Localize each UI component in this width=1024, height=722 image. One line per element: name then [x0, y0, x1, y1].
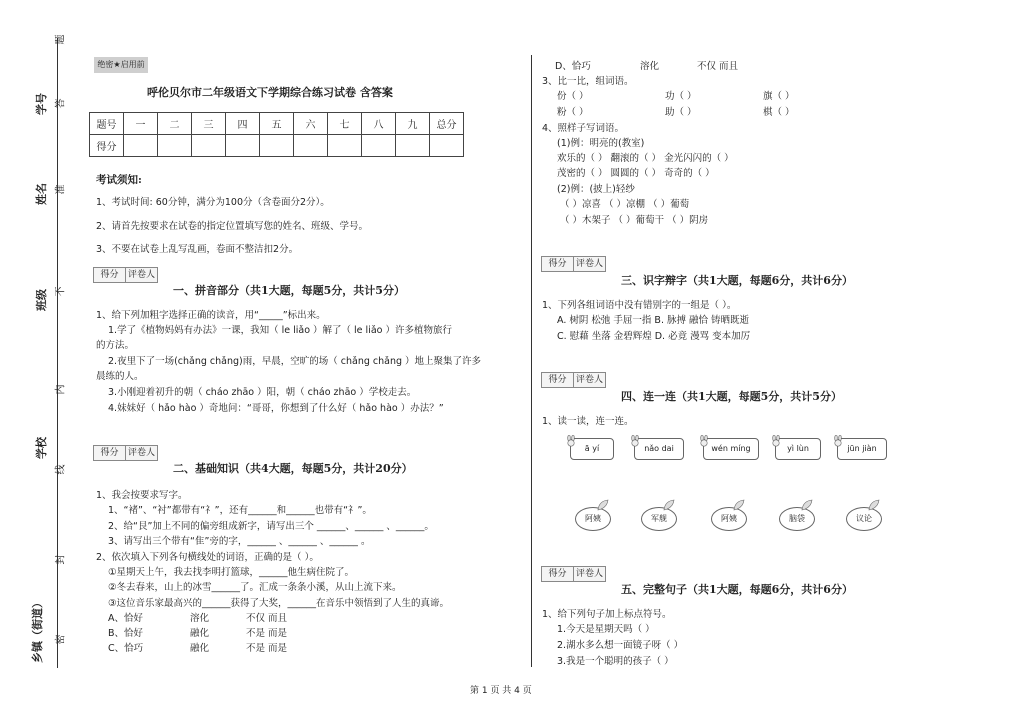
label-class: 班级	[35, 289, 48, 311]
q3-cell: 功（ ）	[665, 91, 697, 102]
word-card[interactable]	[779, 507, 815, 531]
section5-line: 2.湖水多么想一面镜子呀（ ）	[557, 640, 684, 651]
q3-cell: 粉（ ）	[557, 107, 589, 118]
binding-char-zhun: 准	[55, 184, 67, 195]
rabbit-icon	[565, 435, 577, 447]
binding-strip	[0, 0, 80, 722]
section1-line: 2.夜里下了一场(chǎng chǎng)雨，早晨，空旷的场（ chǎng chǎng ）地上聚集了许多	[108, 356, 482, 367]
q4-line: 欢乐的（ ） 翻滚的（ ） 金光闪闪的（ ）	[557, 153, 734, 164]
option-conj: 不仅 而且	[246, 613, 288, 624]
score-header-cell: 一	[124, 113, 158, 135]
score-header-cell: 四	[226, 113, 260, 135]
grader-box-grader-label: 评卷人	[573, 373, 605, 387]
confidential-badge: 绝密★启用前	[94, 57, 148, 73]
label-township: 乡镇（街道）	[31, 597, 44, 663]
q3-heading: 3、比一比，组词语。	[542, 76, 634, 87]
section2-line: ①星期天上午，我去找李明打篮球，______他生病住院了。	[108, 567, 355, 578]
column-divider	[531, 55, 532, 667]
pinyin-text: yì lùn	[787, 444, 809, 453]
word-card[interactable]	[575, 507, 611, 531]
q4-line: （ ）凉喜 （ ）凉棚 （ ）葡萄	[560, 199, 690, 210]
option-letter: D、恰巧	[555, 61, 591, 72]
section2-line: 1、我会按要求写字。	[96, 490, 188, 501]
pinyin-card[interactable]	[837, 438, 887, 460]
binding-char-nei: 内	[55, 384, 67, 395]
score-cell	[192, 135, 226, 157]
q3-cell: 助（ ）	[665, 107, 697, 118]
leaf-icon	[732, 499, 746, 511]
label-name: 姓名	[35, 183, 48, 205]
pinyin-card[interactable]	[570, 438, 614, 460]
q4-line: (1)例：明亮的(教室)	[557, 138, 645, 149]
score-header-cell: 三	[192, 113, 226, 135]
word-text: 阿姨	[585, 514, 601, 523]
rabbit-icon	[770, 435, 782, 447]
score-table-score-row	[90, 135, 464, 157]
pinyin-card[interactable]	[634, 438, 684, 460]
pinyin-card[interactable]	[775, 438, 821, 460]
grader-box-grader-label: 评卷人	[573, 257, 605, 271]
leaf-icon	[867, 499, 881, 511]
q3-cell: 棋（ ）	[763, 107, 795, 118]
notice-heading: 考试须知:	[96, 174, 142, 186]
page-title: 呼伦贝尔市二年级语文下学期综合练习试卷 含答案	[147, 86, 393, 99]
section2-line: 2、给“艮”加上不同的偏旁组成新字，请写出三个 ______、______ 、______。	[108, 521, 434, 532]
section5-line: 3.我是一个聪明的孩子（ ）	[557, 656, 674, 667]
q4-heading: 4、照样子写词语。	[542, 123, 625, 134]
section4-heading: 四、连一连（共1大题，每题5分，共计5分）	[621, 390, 842, 403]
grader-box-score-label: 得分	[548, 569, 567, 579]
score-cell	[124, 135, 158, 157]
section1-line: 1.学了《植物妈妈有办法》一课，我知（ le liǎo ）解了（ le liǎo ）许多植物旅行	[108, 325, 452, 336]
q4-line: （ ）木架子 （ ）葡萄干 （ ）阴房	[560, 215, 709, 226]
option-word: 溶化	[640, 61, 660, 72]
grader-box-score-label: 得分	[100, 270, 119, 280]
word-text: 脑袋	[789, 514, 805, 523]
section5-line: 1、给下列句子加上标点符号。	[542, 609, 672, 620]
word-text: 军舰	[651, 514, 667, 523]
rabbit-icon	[629, 435, 641, 447]
binding-char-mi: 密	[55, 634, 67, 645]
score-cell	[260, 135, 294, 157]
grader-box	[93, 267, 158, 283]
section1-line: 3.小刚迎着初升的朝（ cháo zhāo ）阳，朝（ cháo zhāo ）学校走去。	[108, 387, 417, 398]
grader-box	[541, 256, 606, 272]
grader-box-grader-label: 评卷人	[125, 268, 157, 282]
option-conj: 不仅 而且	[697, 61, 739, 72]
score-header-cell: 二	[158, 113, 192, 135]
leaf-icon	[662, 499, 676, 511]
section2-line: 3、请写出三个带有“隹”旁的字，______ 、______ 、______ 。	[108, 536, 371, 547]
grader-box-score-label: 得分	[100, 448, 119, 458]
score-row-label: 得分	[90, 135, 124, 157]
section2-line: 1、“褚”、“衬”都带有“礻”，还有______和______也带有“礻”。	[108, 505, 372, 516]
score-header-cell: 五	[260, 113, 294, 135]
option-conj: 不是 而是	[246, 643, 288, 654]
section1-line: 1、给下列加粗字选择正确的读音，用“_____”标出来。	[96, 310, 326, 321]
notice-item: 1、考试时间: 60分钟，满分为100分（含卷面分2分）。	[96, 197, 330, 208]
binding-char-bu: 不	[55, 286, 67, 297]
grader-box-grader-label: 评卷人	[125, 446, 157, 460]
section2-line: ③这位音乐家最高兴的______获得了大奖，______在音乐中领悟到了人生的真谛。	[108, 598, 450, 609]
grader-box-grader-label: 评卷人	[573, 567, 605, 581]
option-letter: C、恰巧	[108, 643, 144, 654]
word-text: 阿姨	[721, 514, 737, 523]
grader-box	[93, 445, 158, 461]
notice-item: 2、请首先按要求在试卷的指定位置填写您的姓名、班级、学号。	[96, 221, 369, 232]
leaf-icon	[800, 499, 814, 511]
score-cell	[328, 135, 362, 157]
grader-box	[541, 566, 606, 582]
score-header-cell: 总分	[430, 113, 464, 135]
score-table	[89, 112, 464, 157]
section3-line: 1、下列各组词语中没有错别字的一组是（ ）。	[542, 300, 737, 311]
section2-line: ②冬去春来，山上的冰雪______了。汇成一条条小溪，从山上流下来。	[108, 582, 402, 593]
binding-char-xian: 线	[55, 464, 67, 475]
grader-box	[541, 372, 606, 388]
score-header-cell: 六	[294, 113, 328, 135]
word-card[interactable]	[711, 507, 747, 531]
binding-line	[57, 38, 58, 668]
score-table-header-row	[90, 113, 464, 135]
binding-char-da: 答	[55, 98, 67, 109]
leaf-icon	[596, 499, 610, 511]
word-text: 议论	[856, 514, 872, 523]
pinyin-text: jūn jiàn	[847, 444, 877, 453]
score-cell	[158, 135, 192, 157]
section1-line: 的方法。	[96, 340, 135, 351]
binding-char-feng: 封	[55, 554, 67, 565]
score-cell	[430, 135, 464, 157]
pinyin-text: ā yí	[584, 444, 600, 453]
score-header-cell: 七	[328, 113, 362, 135]
section1-line: 晨练的人。	[96, 371, 144, 382]
q4-line: 茂密的（ ） 圆圆的（ ） 奇奇的（ ）	[557, 168, 715, 179]
grader-box-score-label: 得分	[548, 375, 567, 385]
pinyin-text: nǎo dai	[644, 444, 674, 453]
option-word: 溶化	[190, 613, 210, 624]
page-footer: 第 1 页 共 4 页	[470, 686, 532, 696]
score-cell	[362, 135, 396, 157]
option-word: 融化	[190, 628, 210, 639]
q4-line: (2)例：(披上)轻纱	[557, 184, 635, 195]
rabbit-icon	[832, 435, 844, 447]
option-letter: A、恰好	[108, 613, 143, 624]
q3-cell: 份（ ）	[557, 91, 589, 102]
section2-line: 2、依次填入下列各句横线处的词语，正确的是（ ）。	[96, 552, 319, 563]
rabbit-icon	[698, 435, 710, 447]
pinyin-card[interactable]	[703, 438, 759, 460]
section5-line: 1.今天是星期天吗（ ）	[557, 624, 655, 635]
section4-line: 1、读一读，连一连。	[542, 416, 634, 427]
pinyin-text: wén míng	[711, 444, 751, 453]
section3-heading: 三、识字辩字（共1大题，每题6分，共计6分）	[621, 274, 853, 287]
q3-cell: 旗（ ）	[763, 91, 795, 102]
section2-heading: 二、基础知识（共4大题，每题5分，共计20分）	[173, 462, 413, 475]
grader-box-score-label: 得分	[548, 259, 567, 269]
section1-line: 4.妹妹好（ hǎo hào ）奇地问：“哥哥，你想到了什么好（ hǎo hào ）办法？”	[108, 403, 444, 414]
section1-heading: 一、拼音部分（共1大题，每题5分，共计5分）	[173, 284, 405, 297]
section3-line: A. 树阴 松弛 手屈一指 B. 脉搏 融恰 铸晒既逝	[557, 315, 750, 326]
score-header-cell: 题号	[90, 113, 124, 135]
notice-item: 3、不要在试卷上乱写乱画，卷面不整洁扣2分。	[96, 244, 299, 255]
score-header-cell: 九	[396, 113, 430, 135]
score-cell	[226, 135, 260, 157]
word-card[interactable]	[846, 507, 882, 531]
option-word: 融化	[190, 643, 210, 654]
label-school: 学校	[35, 437, 48, 459]
score-cell	[396, 135, 430, 157]
score-cell	[294, 135, 328, 157]
section3-line: C. 慰藉 坐落 金碧辉煌 D. 必竟 漫骂 变本加厉	[557, 331, 751, 342]
word-card[interactable]	[641, 507, 677, 531]
option-conj: 不是 而是	[246, 628, 288, 639]
score-header-cell: 八	[362, 113, 396, 135]
option-letter: B、恰好	[108, 628, 144, 639]
label-student-id: 学号	[35, 93, 48, 115]
section5-heading: 五、完整句子（共1大题，每题6分，共计6分）	[621, 583, 853, 596]
binding-char-ti: 题	[55, 34, 67, 45]
